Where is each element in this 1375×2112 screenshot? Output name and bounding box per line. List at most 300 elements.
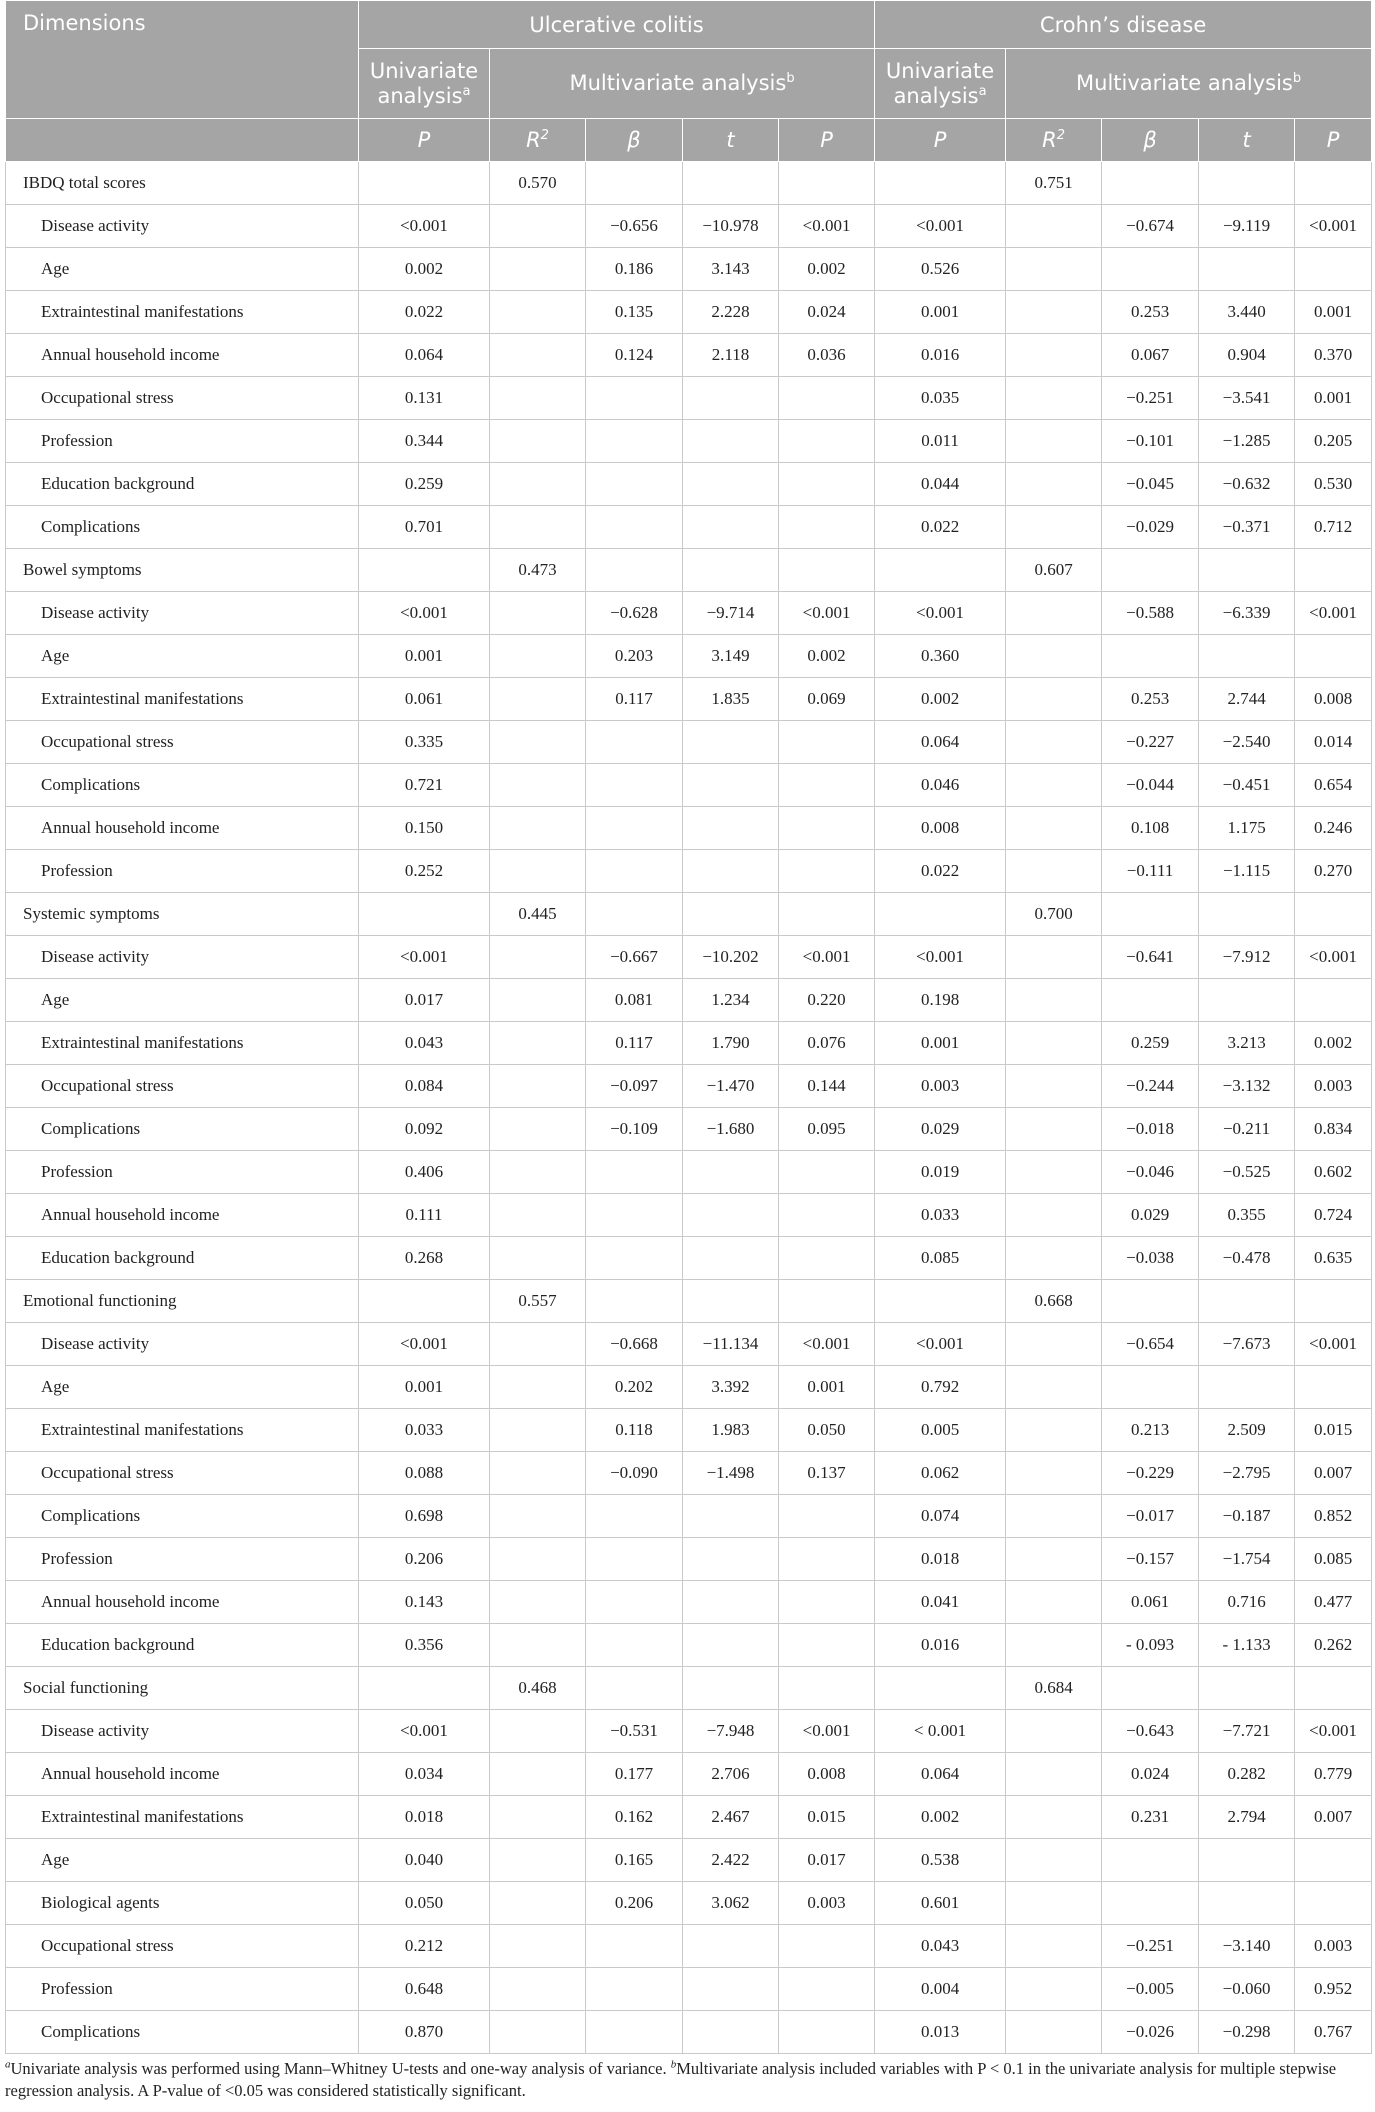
- cd-p-cell: 0.724: [1295, 1194, 1372, 1237]
- cd-group-label: Crohn’s disease: [1039, 12, 1207, 37]
- cd-t-cell: [1199, 1366, 1295, 1409]
- cd-univariate-p-cell: 0.018: [875, 1538, 1006, 1581]
- uc-p-cell: [779, 1495, 875, 1538]
- uc-r2-cell: [490, 721, 586, 764]
- cd-univariate-p-cell: 0.064: [875, 721, 1006, 764]
- cd-beta-cell: −0.674: [1102, 205, 1199, 248]
- uc-p-cell: [779, 1280, 875, 1323]
- variable-label: Complications: [6, 764, 359, 807]
- table-row: [6, 721, 1372, 764]
- cd-t-cell: −0.298: [1199, 2011, 1295, 2054]
- cd-r2-cell: [1006, 807, 1102, 850]
- uc-p-cell: [779, 1581, 875, 1624]
- table-row: [6, 1323, 1372, 1366]
- uc-beta-cell: [586, 1581, 683, 1624]
- uc-beta-cell: 0.206: [586, 1882, 683, 1925]
- variable-label: Disease activity: [6, 205, 359, 248]
- uc-beta-cell: 0.162: [586, 1796, 683, 1839]
- uc-t-cell: [683, 1624, 779, 1667]
- table-row: [6, 635, 1372, 678]
- uc-beta-cell: [586, 463, 683, 506]
- cd-beta-cell: [1102, 1839, 1199, 1882]
- uc-t-cell: [683, 721, 779, 764]
- cd-r2-cell: 0.684: [1006, 1667, 1102, 1710]
- table-row: [6, 1882, 1372, 1925]
- cd-t-cell: −7.912: [1199, 936, 1295, 979]
- uc-group-header: [359, 1, 875, 49]
- cd-t-cell: [1199, 893, 1295, 936]
- cd-beta-cell: [1102, 549, 1199, 592]
- cd-t-cell: 3.213: [1199, 1022, 1295, 1065]
- cd-r2-cell: [1006, 1495, 1102, 1538]
- cd-p-cell: 0.205: [1295, 420, 1372, 463]
- cd-beta-cell: −0.026: [1102, 2011, 1199, 2054]
- cd-t-cell: [1199, 1280, 1295, 1323]
- cd-r2-cell: 0.607: [1006, 549, 1102, 592]
- variable-label: Occupational stress: [6, 721, 359, 764]
- uc-t-cell: 2.228: [683, 291, 779, 334]
- table-row: [6, 463, 1372, 506]
- cd-r2-cell: [1006, 420, 1102, 463]
- uc-univariate-p-cell: [359, 549, 490, 592]
- uc-r2-cell: [490, 979, 586, 1022]
- footnote-b-text: Multivariate analysis included variables with P < 0.1 in the univariate analysis for multiple stepwise regression analysis. A P-value of <0.05 was considered statistically significant.: [5, 2059, 1337, 2100]
- cd-beta-cell: −0.046: [1102, 1151, 1199, 1194]
- cd-r2-cell: [1006, 721, 1102, 764]
- cd-t-cell: −0.451: [1199, 764, 1295, 807]
- uc-beta-cell: [586, 1280, 683, 1323]
- uc-univariate-p-cell: 0.212: [359, 1925, 490, 1968]
- variable-label: Disease activity: [6, 592, 359, 635]
- table-row: [6, 1452, 1372, 1495]
- uc-univariate-p-cell: 0.111: [359, 1194, 490, 1237]
- footnote-a-text: Univariate analysis was performed using Mann–Whitney U-tests and one-way analysis of variance.: [10, 2059, 671, 2078]
- group-label: Bowel symptoms: [6, 549, 359, 592]
- uc-beta-cell: [586, 1968, 683, 2011]
- cd-beta-cell: −0.045: [1102, 463, 1199, 506]
- table-body: [6, 162, 1372, 2054]
- cd-r2-cell: [1006, 936, 1102, 979]
- cd-p-cell: <0.001: [1295, 1323, 1372, 1366]
- uc-p-cell: 0.069: [779, 678, 875, 721]
- cd-t-cell: −1.115: [1199, 850, 1295, 893]
- uc-univariate-p-cell: 0.050: [359, 1882, 490, 1925]
- variable-label: Education background: [6, 1624, 359, 1667]
- cd-univariate-p-cell: 0.001: [875, 291, 1006, 334]
- variable-label: Disease activity: [6, 1323, 359, 1366]
- uc-r2-cell: [490, 1151, 586, 1194]
- uc-univariate-p-cell: 0.356: [359, 1624, 490, 1667]
- table-row: [6, 291, 1372, 334]
- uc-beta-cell: [586, 1667, 683, 1710]
- uc-t-cell: 3.392: [683, 1366, 779, 1409]
- cd-t-cell: [1199, 1839, 1295, 1882]
- cd-univariate-p-cell: <0.001: [875, 936, 1006, 979]
- uc-r2-cell: [490, 291, 586, 334]
- uc-r2-cell: [490, 1452, 586, 1495]
- cd-univariate-p-cell: <0.001: [875, 592, 1006, 635]
- cd-t-cell: −0.187: [1199, 1495, 1295, 1538]
- uc-beta-cell: −0.628: [586, 592, 683, 635]
- uc-p-cell: [779, 1237, 875, 1280]
- cd-r2-cell: [1006, 377, 1102, 420]
- cd-t-cell: [1199, 1667, 1295, 1710]
- uc-beta-cell: [586, 1237, 683, 1280]
- cd-beta-cell: −0.157: [1102, 1538, 1199, 1581]
- uc-p-cell: 0.036: [779, 334, 875, 377]
- group-row: [6, 162, 1372, 205]
- cd-univariate-p-cell: [875, 549, 1006, 592]
- uc-t-cell: −10.978: [683, 205, 779, 248]
- cd-r2-cell: [1006, 334, 1102, 377]
- uc-r2-cell: [490, 2011, 586, 2054]
- cd-r2-cell: [1006, 1452, 1102, 1495]
- cd-p-cell: [1295, 1667, 1372, 1710]
- cd-univariate-p-cell: 0.003: [875, 1065, 1006, 1108]
- uc-univariate-p-cell: 0.064: [359, 334, 490, 377]
- cd-beta-cell: [1102, 1882, 1199, 1925]
- uc-r2-cell: [490, 936, 586, 979]
- cd-r2-cell: [1006, 1968, 1102, 2011]
- table-row: [6, 1065, 1372, 1108]
- cd-t-cell: [1199, 248, 1295, 291]
- uc-univariate-p-cell: 0.001: [359, 635, 490, 678]
- uc-beta-cell: [586, 549, 683, 592]
- cd-beta-cell: 0.259: [1102, 1022, 1199, 1065]
- cd-r2-cell: [1006, 2011, 1102, 2054]
- cd-p-cell: 0.007: [1295, 1452, 1372, 1495]
- uc-t-cell: −1.680: [683, 1108, 779, 1151]
- uc-beta-cell: [586, 377, 683, 420]
- cd-multivariate-label: Multivariate analysis: [1076, 71, 1293, 95]
- uc-t-cell: [683, 893, 779, 936]
- uc-beta-cell: [586, 807, 683, 850]
- group-row: [6, 893, 1372, 936]
- uc-t-cell: [683, 1925, 779, 1968]
- cd-r2-cell: [1006, 850, 1102, 893]
- cd-p-cell: <0.001: [1295, 592, 1372, 635]
- uc-univariate-p-cell: 0.092: [359, 1108, 490, 1151]
- cd-group-header: [875, 1, 1372, 49]
- cd-p-cell: <0.001: [1295, 936, 1372, 979]
- uc-t-cell: [683, 1280, 779, 1323]
- cd-univariate-p-cell: 0.044: [875, 463, 1006, 506]
- uc-r2-cell: [490, 1538, 586, 1581]
- uc-p-cell: [779, 764, 875, 807]
- cd-univariate-p-cell: 0.538: [875, 1839, 1006, 1882]
- cd-t-cell: −0.525: [1199, 1151, 1295, 1194]
- uc-beta-cell: [586, 1624, 683, 1667]
- uc-p-cell: 0.050: [779, 1409, 875, 1452]
- uc-univariate-p-cell: 0.088: [359, 1452, 490, 1495]
- variable-label: Complications: [6, 2011, 359, 2054]
- variable-label: Education background: [6, 463, 359, 506]
- uc-beta-cell: 0.124: [586, 334, 683, 377]
- uc-r2-cell: [490, 1237, 586, 1280]
- uc-univariate-p-cell: 0.043: [359, 1022, 490, 1065]
- uc-univariate-p-cell: 0.648: [359, 1968, 490, 2011]
- uc-r2-cell: [490, 1925, 586, 1968]
- table-header: [6, 1, 1372, 162]
- table-row: [6, 678, 1372, 721]
- cd-beta-header: β: [1102, 119, 1199, 162]
- uc-multivariate-label: Multivariate analysis: [569, 71, 787, 95]
- cd-t-cell: −0.478: [1199, 1237, 1295, 1280]
- cd-t-cell: −7.721: [1199, 1710, 1295, 1753]
- uc-beta-cell: [586, 1925, 683, 1968]
- variable-label: Disease activity: [6, 1710, 359, 1753]
- cd-beta-cell: 0.231: [1102, 1796, 1199, 1839]
- cd-r2-cell: [1006, 1710, 1102, 1753]
- uc-p-cell: <0.001: [779, 1710, 875, 1753]
- variable-label: Age: [6, 248, 359, 291]
- uc-t-cell: [683, 1495, 779, 1538]
- uc-r2-cell: [490, 764, 586, 807]
- variable-label: Occupational stress: [6, 377, 359, 420]
- cd-r2-cell: 0.700: [1006, 893, 1102, 936]
- table-row: [6, 377, 1372, 420]
- cd-beta-cell: −0.229: [1102, 1452, 1199, 1495]
- uc-univariate-p-cell: 0.033: [359, 1409, 490, 1452]
- uc-r2-cell: [490, 1968, 586, 2011]
- variable-label: Extraintestinal manifestations: [6, 1796, 359, 1839]
- uc-p-cell: [779, 420, 875, 463]
- cd-univariate-p-cell: 0.198: [875, 979, 1006, 1022]
- uc-r2-cell: [490, 807, 586, 850]
- uc-univariate-p-cell: 0.721: [359, 764, 490, 807]
- table-row: [6, 1495, 1372, 1538]
- variable-label: Annual household income: [6, 1753, 359, 1796]
- cd-p-cell: 0.654: [1295, 764, 1372, 807]
- cd-univariate-p-cell: <0.001: [875, 1323, 1006, 1366]
- cd-p-cell: 0.246: [1295, 807, 1372, 850]
- uc-r2-cell: [490, 678, 586, 721]
- cd-r2-cell: [1006, 1323, 1102, 1366]
- table-row: [6, 1968, 1372, 2011]
- cd-univariate-p-header: P: [875, 119, 1006, 162]
- uc-beta-cell: −0.109: [586, 1108, 683, 1151]
- cd-beta-cell: −0.018: [1102, 1108, 1199, 1151]
- cd-t-cell: 2.794: [1199, 1796, 1295, 1839]
- uc-beta-cell: [586, 764, 683, 807]
- table-row: [6, 420, 1372, 463]
- uc-t-cell: −1.498: [683, 1452, 779, 1495]
- cd-p-cell: <0.001: [1295, 205, 1372, 248]
- uc-beta-cell: [586, 420, 683, 463]
- cd-r2-cell: [1006, 248, 1102, 291]
- uc-r2-cell: 0.468: [490, 1667, 586, 1710]
- cd-r2-cell: [1006, 1538, 1102, 1581]
- uc-p-cell: 0.220: [779, 979, 875, 1022]
- uc-beta-cell: [586, 506, 683, 549]
- uc-r2-cell: [490, 1108, 586, 1151]
- cd-r2-cell: [1006, 1108, 1102, 1151]
- cd-multivariate-p-header: P: [1295, 119, 1372, 162]
- uc-univariate-p-cell: 0.017: [359, 979, 490, 1022]
- cd-univariate-p-cell: 0.022: [875, 506, 1006, 549]
- cd-r2-cell: [1006, 1194, 1102, 1237]
- cd-t-cell: −7.673: [1199, 1323, 1295, 1366]
- uc-r2-cell: [490, 1323, 586, 1366]
- cd-univariate-p-cell: 0.033: [875, 1194, 1006, 1237]
- cd-univariate-p-cell: 0.029: [875, 1108, 1006, 1151]
- cd-univariate-p-cell: [875, 1667, 1006, 1710]
- cd-t-cell: −3.132: [1199, 1065, 1295, 1108]
- variable-label: Profession: [6, 1538, 359, 1581]
- variable-label: Complications: [6, 1108, 359, 1151]
- table-row: [6, 1108, 1372, 1151]
- cd-p-cell: 0.767: [1295, 2011, 1372, 2054]
- cd-t-cell: 0.716: [1199, 1581, 1295, 1624]
- uc-p-cell: [779, 377, 875, 420]
- uc-t-cell: −11.134: [683, 1323, 779, 1366]
- cd-beta-cell: −0.111: [1102, 850, 1199, 893]
- cd-beta-cell: −0.044: [1102, 764, 1199, 807]
- uc-t-cell: 2.422: [683, 1839, 779, 1882]
- cd-r2-cell: [1006, 205, 1102, 248]
- cd-beta-cell: [1102, 162, 1199, 205]
- uc-multivariate-sup: b: [786, 71, 795, 86]
- cd-beta-cell: [1102, 1280, 1199, 1323]
- cd-p-cell: 0.007: [1295, 1796, 1372, 1839]
- uc-r2-cell: [490, 1409, 586, 1452]
- uc-p-cell: [779, 1968, 875, 2011]
- cd-r2-cell: [1006, 1065, 1102, 1108]
- uc-p-cell: 0.002: [779, 635, 875, 678]
- cd-r2-cell: [1006, 291, 1102, 334]
- cd-r2-header: [1006, 119, 1102, 162]
- cd-t-header: t: [1199, 119, 1295, 162]
- table-row: [6, 1151, 1372, 1194]
- uc-r2-cell: [490, 377, 586, 420]
- cd-t-cell: [1199, 979, 1295, 1022]
- uc-r2-cell: [490, 420, 586, 463]
- cd-beta-cell: 0.253: [1102, 291, 1199, 334]
- cd-r2-cell: 0.668: [1006, 1280, 1102, 1323]
- uc-univariate-p-cell: 0.406: [359, 1151, 490, 1194]
- uc-univariate-p-cell: 0.131: [359, 377, 490, 420]
- uc-beta-cell: −0.090: [586, 1452, 683, 1495]
- uc-r2-cell: [490, 463, 586, 506]
- uc-p-cell: 0.024: [779, 291, 875, 334]
- uc-t-header: t: [683, 119, 779, 162]
- cd-t-cell: −6.339: [1199, 592, 1295, 635]
- uc-univariate-p-cell: 0.268: [359, 1237, 490, 1280]
- variable-label: Profession: [6, 1968, 359, 2011]
- uc-p-cell: <0.001: [779, 592, 875, 635]
- cd-univariate-p-cell: < 0.001: [875, 1710, 1006, 1753]
- uc-r2-cell: [490, 592, 586, 635]
- cd-r2-cell: [1006, 1366, 1102, 1409]
- table-row: [6, 1925, 1372, 1968]
- cd-p-cell: 0.370: [1295, 334, 1372, 377]
- uc-beta-cell: [586, 1495, 683, 1538]
- group-row: [6, 549, 1372, 592]
- uc-beta-cell: −0.656: [586, 205, 683, 248]
- uc-r2-cell: [490, 248, 586, 291]
- cd-p-cell: [1295, 1882, 1372, 1925]
- cd-univariate-p-cell: <0.001: [875, 205, 1006, 248]
- uc-t-cell: 2.467: [683, 1796, 779, 1839]
- cd-t-cell: 1.175: [1199, 807, 1295, 850]
- cd-r2-cell: [1006, 1409, 1102, 1452]
- uc-group-label: Ulcerative colitis: [529, 12, 704, 37]
- table-row: [6, 807, 1372, 850]
- variable-label: Complications: [6, 506, 359, 549]
- cd-t-cell: −3.541: [1199, 377, 1295, 420]
- uc-t-cell: [683, 420, 779, 463]
- uc-p-cell: [779, 2011, 875, 2054]
- cd-univariate-p-cell: 0.002: [875, 678, 1006, 721]
- uc-p-cell: 0.003: [779, 1882, 875, 1925]
- cd-multivariate-header: [1006, 49, 1372, 119]
- table-row: [6, 1624, 1372, 1667]
- uc-univariate-p-cell: 0.084: [359, 1065, 490, 1108]
- uc-t-cell: [683, 1538, 779, 1581]
- cd-beta-cell: - 0.093: [1102, 1624, 1199, 1667]
- cd-t-cell: −0.060: [1199, 1968, 1295, 2011]
- uc-t-cell: 3.149: [683, 635, 779, 678]
- table-row: [6, 248, 1372, 291]
- table-footnote: [5, 2058, 1371, 2102]
- cd-beta-cell: 0.061: [1102, 1581, 1199, 1624]
- cd-r2-cell: [1006, 1022, 1102, 1065]
- cd-beta-cell: −0.227: [1102, 721, 1199, 764]
- dimensions-header-label: Dimensions: [23, 11, 146, 35]
- cd-p-cell: 0.002: [1295, 1022, 1372, 1065]
- uc-p-cell: 0.095: [779, 1108, 875, 1151]
- uc-beta-cell: 0.117: [586, 1022, 683, 1065]
- uc-t-cell: [683, 377, 779, 420]
- variable-label: Complications: [6, 1495, 359, 1538]
- cd-p-cell: <0.001: [1295, 1710, 1372, 1753]
- cd-t-cell: 3.440: [1199, 291, 1295, 334]
- group-row: [6, 1280, 1372, 1323]
- uc-beta-cell: [586, 1151, 683, 1194]
- uc-p-cell: 0.144: [779, 1065, 875, 1108]
- cd-univariate-header: [875, 49, 1006, 119]
- uc-p-cell: <0.001: [779, 1323, 875, 1366]
- cd-t-cell: 0.282: [1199, 1753, 1295, 1796]
- uc-univariate-p-cell: 0.022: [359, 291, 490, 334]
- cd-beta-cell: −0.588: [1102, 592, 1199, 635]
- cd-beta-cell: 0.067: [1102, 334, 1199, 377]
- cd-t-cell: [1199, 549, 1295, 592]
- cd-beta-cell: 0.253: [1102, 678, 1199, 721]
- variable-label: Age: [6, 1366, 359, 1409]
- uc-t-cell: 3.062: [683, 1882, 779, 1925]
- uc-t-cell: −7.948: [683, 1710, 779, 1753]
- variable-label: Disease activity: [6, 936, 359, 979]
- uc-t-cell: [683, 463, 779, 506]
- uc-t-cell: [683, 162, 779, 205]
- variable-label: Annual household income: [6, 1581, 359, 1624]
- uc-univariate-p-cell: 0.335: [359, 721, 490, 764]
- uc-t-cell: [683, 506, 779, 549]
- uc-p-cell: [779, 463, 875, 506]
- cd-univariate-p-cell: 0.005: [875, 1409, 1006, 1452]
- cd-univariate-p-cell: 0.046: [875, 764, 1006, 807]
- uc-r2-cell: [490, 1366, 586, 1409]
- cd-t-cell: −0.211: [1199, 1108, 1295, 1151]
- uc-univariate-header: [359, 49, 490, 119]
- uc-univariate-p-cell: [359, 1667, 490, 1710]
- results-table-container: [5, 0, 1371, 2054]
- cd-univariate-p-cell: 0.085: [875, 1237, 1006, 1280]
- uc-beta-cell: 0.203: [586, 635, 683, 678]
- table-row: [6, 936, 1372, 979]
- cd-t-cell: 2.509: [1199, 1409, 1295, 1452]
